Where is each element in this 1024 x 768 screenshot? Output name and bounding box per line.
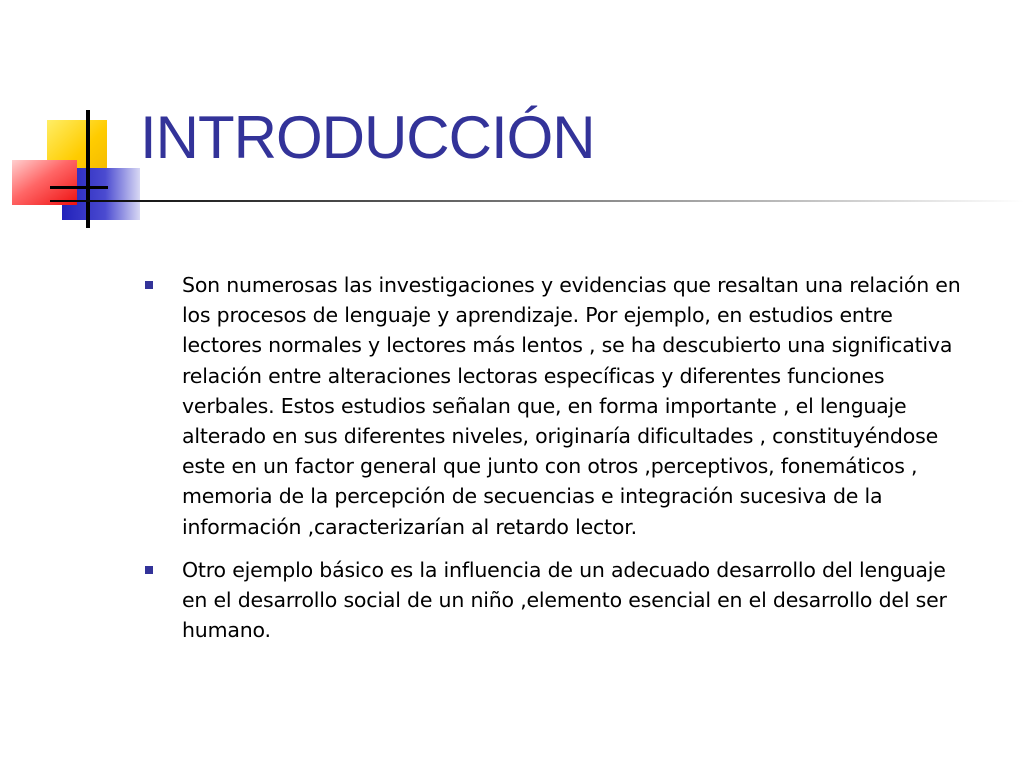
bullet-list <box>140 270 970 658</box>
square-bullet-icon <box>145 281 153 289</box>
bullet-text: Otro ejemplo básico es la influencia de un adecuado desarrollo del lenguaje en el desarrollo social de un niño ,elemento esencial en el desarrollo del ser humano. <box>182 557 947 643</box>
red-square <box>12 160 77 205</box>
logo-vertical-bar <box>86 110 90 228</box>
slide-title: INTRODUCCIÓN <box>140 104 595 171</box>
title-underline <box>50 200 1024 202</box>
bullet-item <box>140 270 970 542</box>
logo-horizontal-bar <box>50 186 108 189</box>
square-bullet-icon <box>145 566 153 574</box>
bullet-item <box>140 555 970 646</box>
bullet-text: Son numerosas las investigaciones y evidencias que resaltan una relación en los procesos de lenguaje y aprendizaje. Por ejemplo, en estudios entre lectores normales y lectores más lentos , se ha descubierto una significativa relación entre alteraciones lectoras específicas y diferentes funciones verbales. Estos estudios señalan que, en forma importante , el lenguaje alterado en sus diferentes niveles, originaría dificultades , constituyéndose este en un factor general que junto con otros ,perceptivos, fonemáticos , memoria de la percepción de secuencias e integración sucesiva de la información ,caracterizarían al retardo lector. <box>182 273 961 539</box>
